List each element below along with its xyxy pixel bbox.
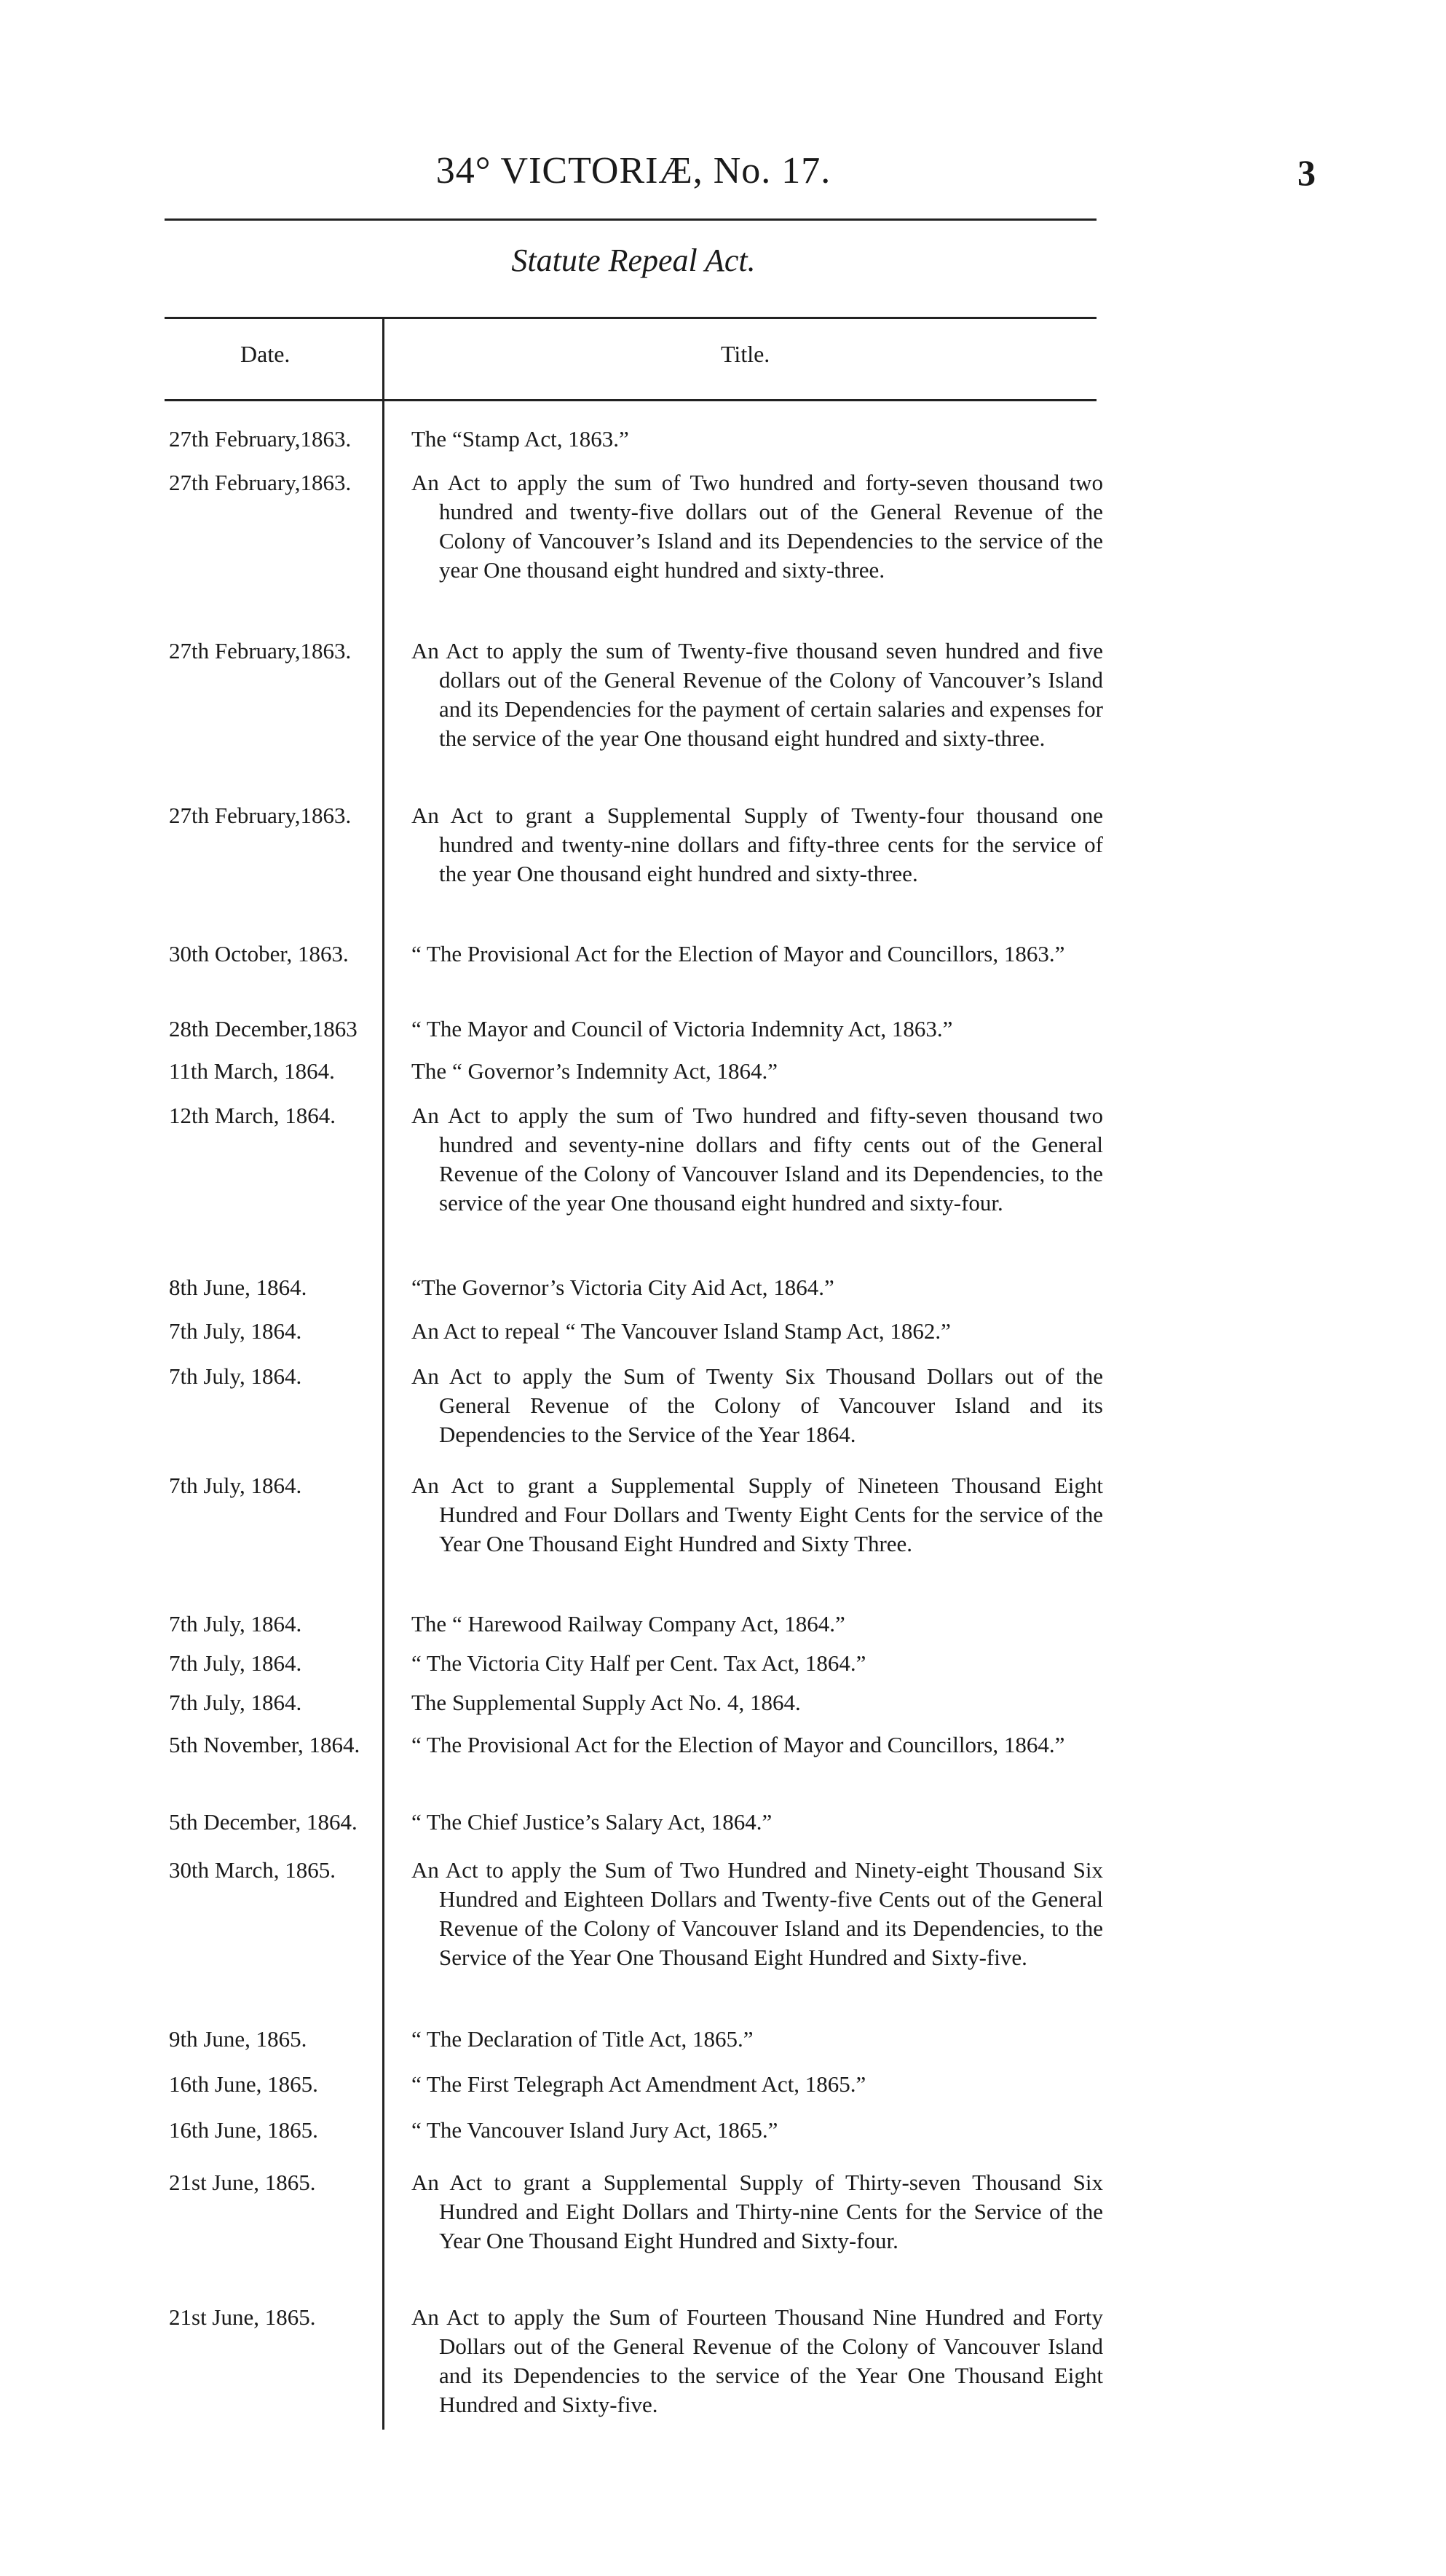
row-date: 21st June, 1865. — [169, 2170, 316, 2195]
row-title: The Supplemental Supply Act No. 4, 1864. — [411, 1690, 801, 1715]
row-date: 27th February,1863. — [169, 638, 352, 663]
row-date: 21st June, 1865. — [169, 2304, 316, 2330]
row-title: An Act to apply the sum of Twenty-five thousand seven hundred and five dollars out of the General Revenue of the Colony of Vancouver’s Island and its Dependencies for the payment of certain salaries and expenses for the service of the year One thousand eight hundred and sixty-three. — [411, 638, 1103, 751]
row-title: The “ Harewood Railway Company Act, 1864.” — [411, 1611, 845, 1636]
page-number: 3 — [1297, 152, 1316, 193]
row-title: An Act to grant a Supplemental Supply of Twenty-four thousand one hundred and twenty-nine dollars and fifty-three cents for the service of the year One thousand eight hundred and sixty-three. — [411, 803, 1103, 886]
row-title: An Act to apply the sum of Two hundred and fifty-seven thousand two hundred and seventy-nine dollars and fifty cents out of the General Revenue of the Colony of Vancouver Island and its Dependencies, to the service of the year One thousand eight hundred and sixty-four. — [411, 1103, 1103, 1216]
column-header-title: Title. — [721, 341, 770, 367]
row-title: “ The Provisional Act for the Election of Mayor and Councillors, 1864.” — [411, 1732, 1065, 1757]
column-header-rule — [165, 399, 1097, 401]
row-title: An Act to apply the Sum of Two Hundred and Ninety-eight Thousand Six Hundred and Eighteen Dollars and Twenty-five Cents out of the General Revenue of the Colony of Vancouver Island and its Dependencies, to the Service of the Year One Thousand Eight Hundred and Sixty-five. — [411, 1857, 1103, 1970]
row-title: An Act to repeal “ The Vancouver Island Stamp Act, 1862.” — [411, 1318, 951, 1344]
row-date: 7th July, 1864. — [169, 1473, 302, 1498]
row-title: An Act to apply the Sum of Twenty Six Thousand Dollars out of the General Revenue of the Colony of Vancouver Island and its Dependencies to the Service of the Year 1864. — [411, 1363, 1103, 1447]
row-title: An Act to grant a Supplemental Supply of Thirty-seven Thousand Six Hundred and Eight Dollars and Thirty-nine Cents for the Service of the Year One Thousand Eight Hundred and Sixty-four. — [411, 2170, 1103, 2253]
row-title: “The Governor’s Victoria City Aid Act, 1864.” — [411, 1275, 834, 1300]
row-date: 27th February,1863. — [169, 470, 352, 495]
row-title: “ The Mayor and Council of Victoria Indemnity Act, 1863.” — [411, 1016, 953, 1041]
row-title: An Act to apply the Sum of Fourteen Thousand Nine Hundred and Forty Dollars out of the General Revenue of the Colony of Vancouver Island and its Dependencies to the service of the Year One Thousand Eight Hundred and Sixty-five. — [411, 2304, 1103, 2417]
row-date: 5th December, 1864. — [169, 1809, 357, 1835]
row-date: 8th June, 1864. — [169, 1275, 307, 1300]
header-rule — [165, 218, 1097, 221]
row-date: 7th July, 1864. — [169, 1318, 302, 1344]
row-date: 12th March, 1864. — [169, 1103, 336, 1128]
row-title: An Act to grant a Supplemental Supply of Nineteen Thousand Eight Hundred and Four Dollars and Twenty Eight Cents for the service of the Year One Thousand Eight Hundred and Sixty Three. — [411, 1473, 1103, 1556]
row-title: “ The Declaration of Title Act, 1865.” — [411, 2026, 754, 2052]
row-title: An Act to apply the sum of Two hundred and forty-seven thousand two hundred and twenty-five dollars out of the General Revenue of the Colony of Vancouver’s Island and its Dependencies to the service of the year One thousand eight hundred and sixty-three. — [411, 470, 1103, 583]
row-title: “ The Provisional Act for the Election of Mayor and Councillors, 1863.” — [411, 941, 1065, 966]
row-date: 11th March, 1864. — [169, 1058, 335, 1084]
act-subtitle: Statute Repeal Act. — [511, 243, 756, 278]
row-date: 7th July, 1864. — [169, 1690, 302, 1715]
row-date: 7th July, 1864. — [169, 1363, 302, 1389]
row-date: 30th October, 1863. — [169, 941, 349, 966]
row-date: 16th June, 1865. — [169, 2117, 318, 2143]
row-date: 27th February,1863. — [169, 426, 352, 452]
row-date: 7th July, 1864. — [169, 1650, 302, 1676]
row-title: “ The Victoria City Half per Cent. Tax Act, 1864.” — [411, 1650, 866, 1676]
row-date: 7th July, 1864. — [169, 1611, 302, 1636]
row-title: “ The Chief Justice’s Salary Act, 1864.” — [411, 1809, 773, 1835]
row-date: 30th March, 1865. — [169, 1857, 336, 1883]
page-header-title: 34° VICTORIÆ, No. 17. — [435, 150, 831, 192]
row-title: “ The Vancouver Island Jury Act, 1865.” — [411, 2117, 778, 2143]
subtitle-rule — [165, 317, 1097, 319]
row-title: “ The First Telegraph Act Amendment Act, 1865.” — [411, 2071, 866, 2097]
row-date: 16th June, 1865. — [169, 2071, 318, 2097]
row-date: 27th February,1863. — [169, 803, 352, 828]
row-title: The “Stamp Act, 1863.” — [411, 426, 629, 452]
column-header-date: Date. — [240, 341, 291, 367]
row-date: 28th December,1863 — [169, 1016, 357, 1041]
row-date: 5th November, 1864. — [169, 1732, 360, 1757]
row-title: The “ Governor’s Indemnity Act, 1864.” — [411, 1058, 778, 1084]
row-date: 9th June, 1865. — [169, 2026, 307, 2052]
